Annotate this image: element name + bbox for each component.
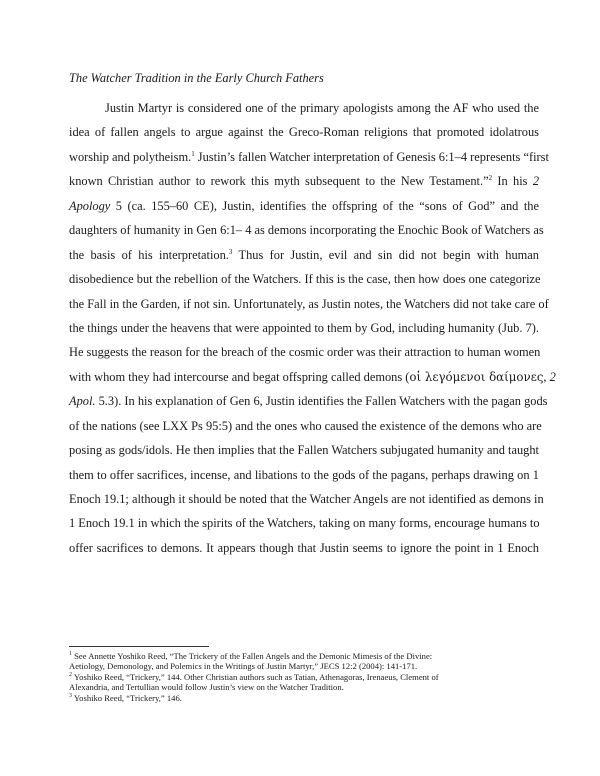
body-line <box>69 218 544 242</box>
greek-text: οἱ λεγόμενοι δαίμονες <box>409 369 544 384</box>
body-line <box>69 463 539 487</box>
text-span: daughters of humanity in Gen 6:1– 4 as demons incorporating the Enochic Book of Watchers as <box>69 223 544 238</box>
footnote-3 <box>69 693 541 703</box>
text-span: , <box>543 369 550 384</box>
text-span: Justin Martyr is considered one of the primary apologists among the AF who used the <box>105 101 539 115</box>
footnote-number: 2 <box>69 671 72 678</box>
text-span: idea of fallen angels to argue against the Greco-Roman religions that promoted idolatrous <box>69 125 539 140</box>
body-line <box>69 96 539 120</box>
footnote-2 <box>69 672 541 682</box>
body-line <box>69 292 549 316</box>
body-line <box>69 438 539 462</box>
footnote-text: Yoshiko Reed, “Trickery,” 146. <box>72 692 182 703</box>
footnote-ref-1[interactable]: 1 <box>191 149 195 158</box>
body-line <box>69 511 539 535</box>
footnote-text: Aetiology, Demonology, and Polemics in the Writings of Justin Martyr,” JECS 12:2 (2004): 141-171. <box>69 661 418 672</box>
italic-text: 2 <box>549 369 556 384</box>
footnote-2-cont <box>69 682 541 692</box>
text-span: Justin’s fallen Watcher interpretation of Genesis 6:1–4 represents “first <box>194 149 549 164</box>
text-span: 1 Enoch 19.1 in which the spirits of the Watchers, taking on many forms, encourage humans to <box>69 516 540 531</box>
body-line <box>69 414 542 438</box>
footnote-number: 3 <box>69 692 72 699</box>
body-line <box>69 316 539 340</box>
footnote-text: Alexandria, and Tertullian would follow Justin’s view on the Watcher Tradition. <box>69 682 344 693</box>
section-heading: The Watcher Tradition in the Early Church Fathers <box>69 71 324 85</box>
text-span: posing as gods/idols. He then implies that the Fallen Watchers subjugated humanity and taught <box>69 443 539 458</box>
text-span: disobedience but the rebellion of the Watchers. If this is the case, then how does one categorize <box>69 272 541 287</box>
body-line <box>69 340 539 364</box>
text-span: He suggests the reason for the breach of the cosmic order was their attraction to human women <box>69 345 541 360</box>
footnote-1-cont <box>69 661 541 671</box>
body-text <box>69 96 556 560</box>
footnote-text: Yoshiko Reed, “Trickery,” 144. Other Christian authors such as Tatian, Athenagoras, Irenaeus, Clement of <box>72 671 439 682</box>
body-line <box>69 169 539 193</box>
body-line <box>69 365 556 389</box>
footnotes <box>69 651 541 703</box>
footnote-ref-2[interactable]: 2 <box>488 174 493 183</box>
text-span: offer sacrifices to demons. It appears though that Justin seems to ignore the point in 1 Enoch <box>69 540 539 555</box>
body-line <box>69 243 539 267</box>
footnote-number: 1 <box>69 651 72 658</box>
text-span: 5 (ca. 155–60 CE), Justin, identifies the offspring of the “sons of God” and the <box>110 198 539 213</box>
body-line <box>69 487 544 511</box>
text-span: 5.3). In his explanation of Gen 6, Justin identifies the Fallen Watchers with the pagan gods <box>95 394 548 409</box>
italic-text: Apology <box>69 198 111 213</box>
text-span: the things under the heavens that were appointed to them by God, including humanity (Jub. 7). <box>69 320 539 335</box>
footnote-ref-3[interactable]: 3 <box>228 247 233 256</box>
body-line <box>69 536 539 560</box>
body-line <box>69 194 539 218</box>
body-line <box>69 389 548 413</box>
text-span: Thus for Justin, evil and sin did not begin with human <box>232 247 539 262</box>
text-span: with whom they had intercourse and begat offspring called demons ( <box>69 369 410 384</box>
text-span: of the nations (see LXX Ps 95:5) and the ones who caused the existence of the demons who are <box>69 418 542 433</box>
text-span: the Fall in the Garden, if not sin. Unfortunately, as Justin notes, the Watchers did not take care of <box>69 296 549 311</box>
body-line <box>69 267 539 291</box>
text-span: In his <box>492 174 533 189</box>
text-span: Enoch 19.1; although it should be noted that the Watcher Angels are not identified as demons in <box>69 492 544 506</box>
text-span: worship and polytheism. <box>69 149 192 164</box>
footnote-1 <box>69 651 541 661</box>
italic-text: 2 <box>532 174 540 189</box>
italic-text: Apol. <box>69 394 96 409</box>
footnote-text: See Annette Yoshiko Reed, “The Trickery of the Fallen Angels and the Demonic Mimesis of the Divine: <box>72 651 433 661</box>
footnote-divider <box>69 646 209 647</box>
body-line <box>69 120 539 144</box>
text-span: the basis of his interpretation. <box>69 247 229 262</box>
body-line <box>69 145 549 169</box>
text-span: known Christian author to rework this myth subsequent to the New Testament.” <box>69 174 489 189</box>
text-span: them to offer sacrifices, incense, and libations to the gods of the pagans, perhaps drawing on 1 <box>69 467 539 482</box>
